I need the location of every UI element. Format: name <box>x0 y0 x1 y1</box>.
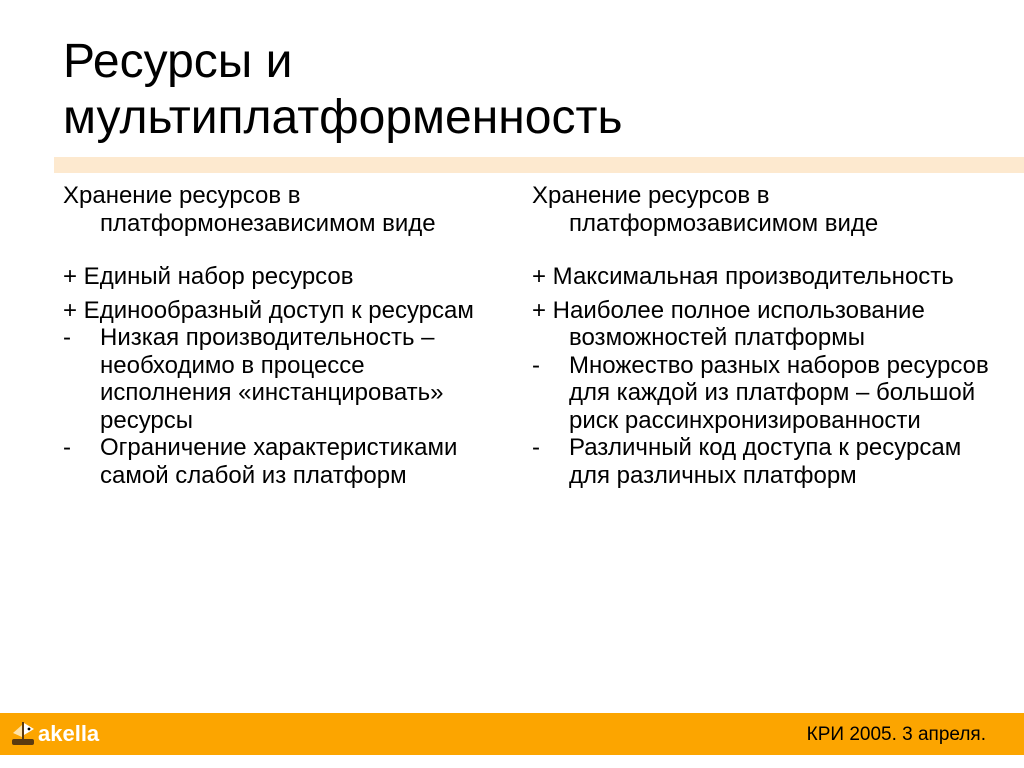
title-underline-band <box>54 157 1024 173</box>
dash-marker: - <box>532 351 540 379</box>
right-pro-item: + Максимальная производительность <box>532 263 954 290</box>
right-con-item: - Различный код доступа к ресурсам для различных платформ <box>532 434 962 489</box>
dash-marker: - <box>63 434 71 461</box>
left-heading: Хранение ресурсов в платформонезависимом виде <box>63 182 436 237</box>
slide-title-line-1: Ресурсы и <box>63 35 293 88</box>
right-column <box>532 182 1002 489</box>
logo-wordmark: akella <box>38 721 100 746</box>
akella-logo <box>10 717 99 751</box>
left-column <box>63 182 493 489</box>
right-con-item: - Множество разных наборов ресурсов для каждой из платформ – большой риск рассинхронизированности <box>532 351 989 434</box>
right-heading: Хранение ресурсов в платформозависимом виде <box>532 182 879 237</box>
left-con-item: - Низкая производительность – необходимо в процессе исполнения «инстанцировать» ресурсы <box>63 324 444 434</box>
footer-band <box>0 713 1024 755</box>
slide-title-line-2: мультиплатформенность <box>63 91 623 144</box>
footer-event-date: КРИ 2005. 3 апреля. <box>806 724 986 745</box>
dash-marker: - <box>63 324 71 351</box>
slide-title <box>63 34 622 146</box>
right-pro-item: + Наиболее полное использование возможностей платформы <box>532 296 925 351</box>
dash-marker: - <box>532 434 540 461</box>
left-pro-item: + Единый набор ресурсов <box>63 263 354 290</box>
left-pro-item: + Единообразный доступ к ресурсам <box>63 296 474 324</box>
pirate-ship-icon <box>10 719 36 749</box>
left-con-item: - Ограничение характеристиками самой слабой из платформ <box>63 434 458 489</box>
